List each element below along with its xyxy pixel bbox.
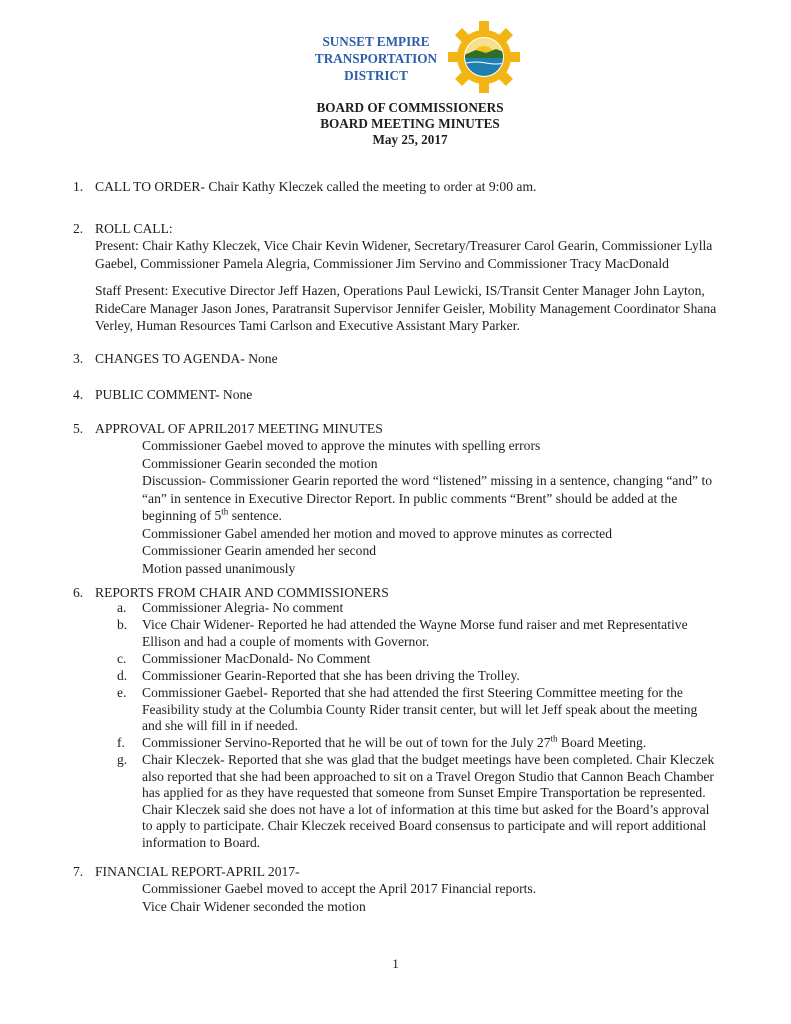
item-number: 2. [73, 221, 84, 236]
text-line [142, 735, 646, 752]
report-text [142, 685, 697, 735]
report-letter: a. [117, 600, 127, 615]
item-heading: APPROVAL OF APRIL2017 MEETING MINUTES [95, 421, 383, 436]
item-heading: FINANCIAL REPORT-APRIL 2017- [95, 864, 300, 879]
report-text [142, 600, 343, 617]
report-text [142, 735, 646, 752]
text-line: Feasibility study at the Columbia County Rider transit center, but will let Jeff speak about the meeting [142, 701, 698, 717]
item-number: 3. [73, 351, 84, 366]
text-line: has applied for as they have requested that someone from Sunset Empire Transportation be represented. [142, 785, 706, 800]
report-letter: d. [117, 668, 128, 683]
report-text [142, 617, 688, 650]
text-line: Vice Chair Widener- Reported he had attended the Wayne Morse fund raiser and met Representative [142, 617, 688, 632]
text-line: Commissioner Gearin seconded the motion [142, 455, 378, 471]
text-line: Verley, Human Resources Tami Carlson and Executive Assistant Mary Parker. [95, 318, 520, 333]
text-line: Ellison and had a couple of moments with Governor. [142, 633, 430, 649]
text-line: Vice Chair Widener seconded the motion [142, 898, 366, 914]
text-line: Commissioner Gabel amended her motion and moved to approve minutes as corrected [142, 525, 612, 541]
item-heading: ROLL CALL: [95, 221, 173, 236]
text-fragment: Board Meeting. [557, 735, 647, 750]
text-line: and she will fill in if needed. [142, 718, 298, 733]
item-number: 1. [73, 179, 84, 194]
page-number: 1 [392, 956, 399, 971]
organization-name [306, 33, 446, 84]
report-letter: c. [117, 651, 127, 666]
text-line: Commissioner Gearin amended her second [142, 543, 377, 558]
meeting-date: May 25, 2017 [372, 132, 448, 147]
item-heading: REPORTS FROM CHAIR AND COMMISSIONERS [95, 585, 389, 600]
text-fragment: beginning of 5 [142, 508, 222, 523]
text-fragment: Commissioner Servino-Reported that he will be out of town for the July 27 [142, 735, 551, 750]
financial-report-details [142, 880, 536, 915]
item-heading: PUBLIC COMMENT- None [95, 387, 253, 402]
org-line-3: DISTRICT [344, 68, 408, 83]
text-line: Commissioner Gaebel- Reported that she had attended the first Steering Committee meeting for the [142, 685, 683, 700]
approval-minutes-details [142, 437, 712, 577]
report-letter: g. [117, 752, 128, 767]
text-fragment: sentence. [228, 508, 282, 523]
superscript: th [221, 506, 229, 517]
text-line: RideCare Manager Jason Jones, Paratransit Supervisor Jennifer Geisler, Mobility Management Coordinator Shana [95, 300, 717, 316]
document-title-line-2: BOARD MEETING MINUTES [320, 116, 500, 131]
item-number: 5. [73, 421, 84, 436]
text-line: to apply to participate. Chair Kleczek received Board consensus to participate and will report additional [142, 818, 707, 833]
text-line: Discussion- Commissioner Gearin reported the word “listened” missing in a sentence, changing “and” to [142, 473, 713, 488]
text-line: “an” in sentence in Executive Director Report. In public comments “Brent” should be added at the [142, 490, 678, 506]
report-text [142, 752, 714, 851]
text-line: Staff Present: Executive Director Jeff Hazen, Operations Paul Lewicki, IS/Transit Center Manager John Layton, [95, 283, 705, 298]
report-text [142, 651, 370, 668]
report-text [142, 668, 520, 685]
text-line: Commissioner Gearin-Reported that she has been driving the Trolley. [142, 668, 520, 683]
text-line: Chair Kleczek- Reported that she was glad that the budget meetings have been completed. Chair Kleczek [142, 752, 715, 767]
gear-sun-logo-icon [446, 19, 522, 95]
report-letter: e. [117, 685, 127, 700]
item-number: 6. [73, 585, 84, 600]
report-letter: b. [117, 617, 128, 632]
text-line: Commissioner Alegria- No comment [142, 600, 344, 615]
org-line-1: SUNSET EMPIRE [322, 34, 430, 49]
document-title-line-1: BOARD OF COMMISSIONERS [316, 100, 504, 115]
text-line: information to Board. [142, 834, 261, 850]
text-line: Gaebel, Commissioner Pamela Alegria, Commissioner Jim Servino and Commissioner Tracy MacDonald [95, 255, 669, 271]
text-line: Commissioner Gaebel moved to approve the minutes with spelling errors [142, 438, 541, 453]
roll-call-staff [95, 282, 755, 335]
text-line: Commissioner MacDonald- No Comment [142, 651, 371, 666]
item-number: 7. [73, 864, 84, 879]
document-title-block [250, 100, 570, 148]
item-heading: CHANGES TO AGENDA- None [95, 351, 278, 366]
text-line [142, 507, 712, 525]
roll-call-present [95, 237, 755, 272]
superscript: th [550, 733, 558, 744]
text-line: Commissioner Gaebel moved to accept the April 2017 Financial reports. [142, 881, 537, 896]
item-number: 4. [73, 387, 84, 402]
item-heading: CALL TO ORDER- Chair Kathy Kleczek called the meeting to order at 9:00 am. [95, 179, 537, 194]
text-line: Chair Kleczek said she does not have a lot of information at this time but asked for the Board’s approval [142, 801, 710, 817]
org-line-2: TRANSPORTATION [314, 51, 438, 66]
report-letter: f. [117, 735, 125, 750]
text-line: Motion passed unanimously [142, 560, 296, 576]
text-line: Present: Chair Kathy Kleczek, Vice Chair Kevin Widener, Secretary/Treasurer Carol Gearin, Commissioner Lylla [95, 238, 713, 253]
text-line: also reported that she had been approached to sit on a Travel Oregon Studio that Cannon Beach Chamber [142, 768, 714, 784]
